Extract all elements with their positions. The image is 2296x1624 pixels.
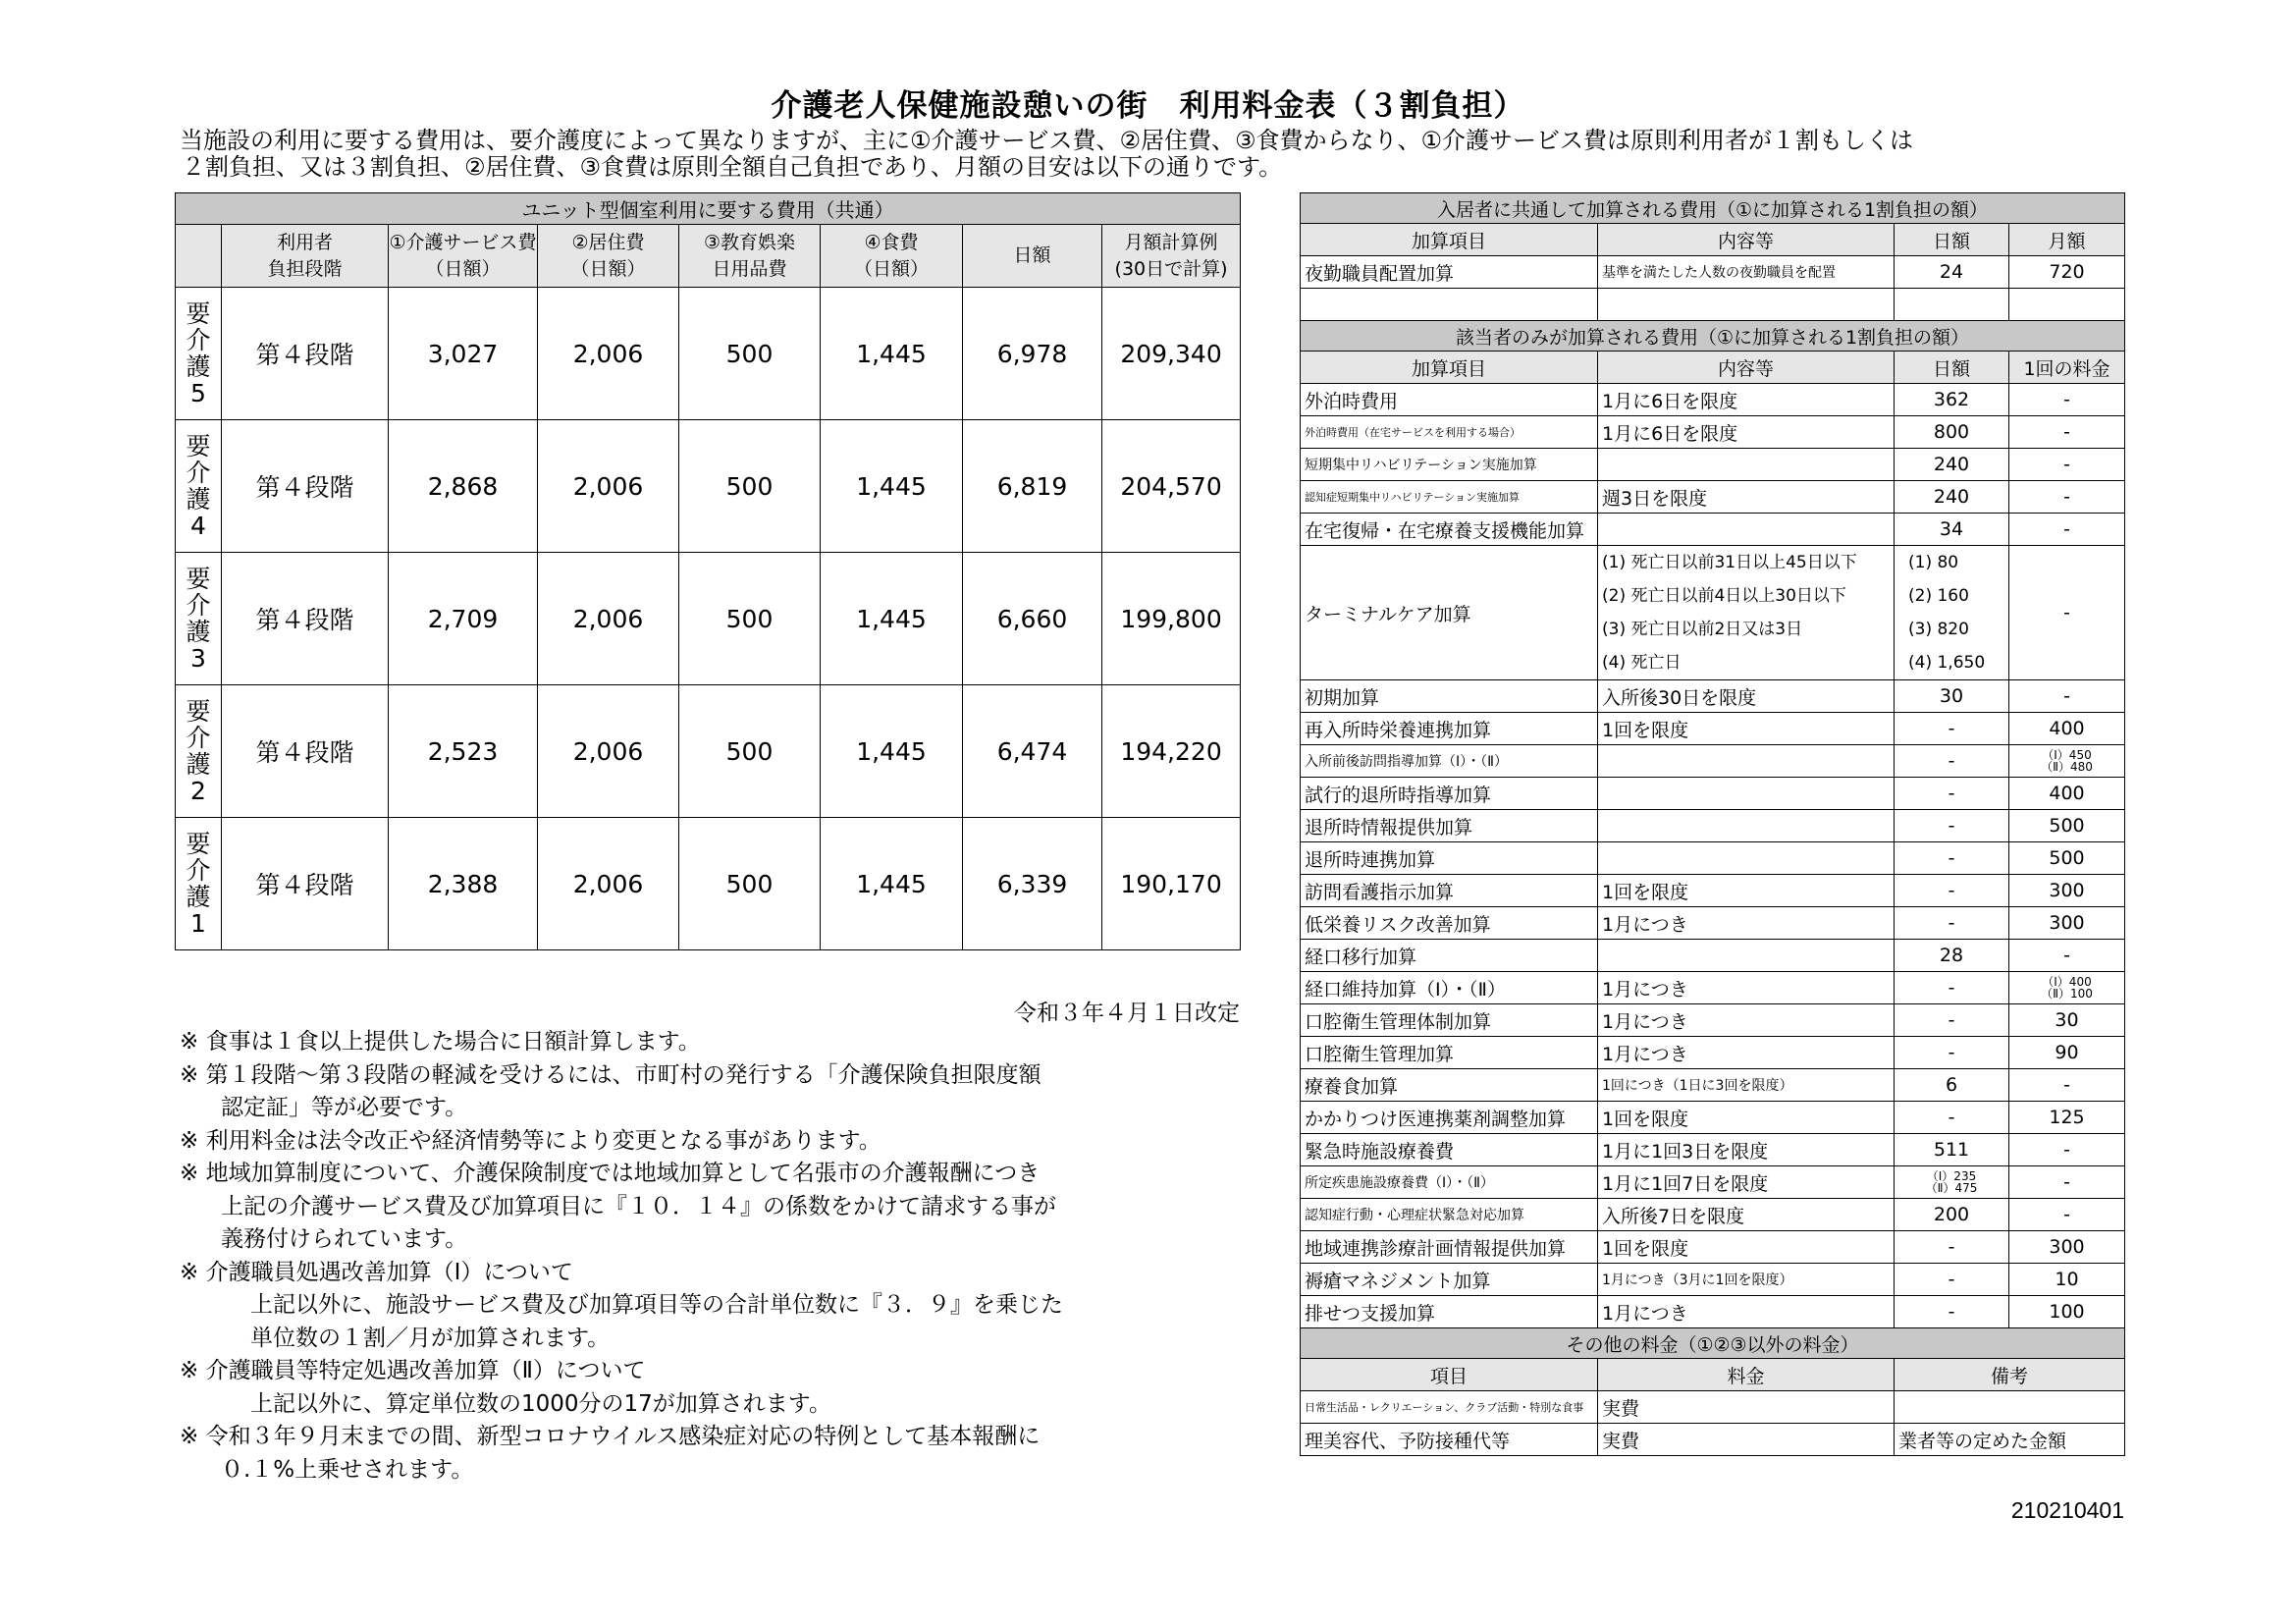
header-line: ④食費: [864, 231, 919, 253]
care-level-char: 護: [186, 485, 211, 514]
terminal-amount: (3) 820: [1908, 620, 1969, 639]
item-name: 再入所時栄養連携加算: [1301, 713, 1598, 745]
item-name: 口腔衛生管理加算: [1301, 1037, 1598, 1069]
section-title: 該当者のみが加算される費用（①に加算される1割負担の額）: [1301, 321, 2125, 352]
table-row: [176, 553, 1241, 685]
column-header: 内容等: [1598, 224, 1895, 256]
cell-edu: 500: [679, 818, 821, 950]
cell-stage: 第４段階: [222, 553, 389, 685]
item-name: 低栄養リスク改善加算: [1301, 907, 1598, 940]
item-description: [1598, 842, 1895, 875]
fee-amount: 400: [2009, 778, 2125, 810]
item-description: 1回につき（1日に3回を限度）: [1598, 1069, 1895, 1102]
daily-amount: -: [1895, 1102, 2009, 1134]
item-name: 理美容代、予防接種代等: [1301, 1424, 1598, 1456]
daily-amount: 240: [1895, 481, 2009, 514]
fee-amount: 300: [2009, 1231, 2125, 1264]
item-name: 外泊時費用（在宅サービスを利用する場合）: [1301, 416, 1598, 449]
table-row: [1301, 1004, 2125, 1037]
care-level-char: 1: [190, 909, 206, 938]
table-row: [1301, 256, 2125, 289]
item-name: ターミナルケア加算: [1301, 546, 1598, 680]
daily-amount: -: [1895, 1231, 2009, 1264]
daily-amount: -: [1895, 1296, 2009, 1328]
column-header: [176, 225, 222, 288]
column-header: [821, 225, 963, 288]
daily-amount: -: [1895, 713, 2009, 745]
header-line: (30日で計算): [1114, 257, 1228, 280]
item-description: 1月に6日を限度: [1598, 384, 1895, 416]
cell-edu: 500: [679, 685, 821, 818]
cell-care: 3,027: [389, 288, 538, 420]
table-row: [1301, 289, 2125, 321]
note-line: ※ 食事は１食以上提供した場合に日額計算します。: [180, 1029, 701, 1055]
header-line: 日額: [1013, 244, 1051, 266]
column-header: 1回の料金: [2009, 352, 2125, 384]
fee-amount: -: [2009, 481, 2125, 514]
cell-edu: 500: [679, 553, 821, 685]
header-line: 日用品費: [712, 257, 787, 280]
cell-care: 2,868: [389, 420, 538, 553]
item-description: 週3日を限度: [1598, 481, 1895, 514]
cell-stage: 第４段階: [222, 685, 389, 818]
header-line: ①介護サービス費: [389, 231, 537, 253]
table-row: [1301, 810, 2125, 842]
item-name: 所定疾患施設療養費（Ⅰ）・（Ⅱ）: [1301, 1166, 1598, 1199]
table-row-terminal-care: [1301, 546, 2125, 680]
cell-food: 1,445: [821, 685, 963, 818]
item-description: [1598, 546, 1895, 680]
care-level-char: 介: [186, 459, 211, 487]
fee-amount: -: [2009, 416, 2125, 449]
fee-amount: -: [2009, 514, 2125, 546]
item-name: 排せつ支援加算: [1301, 1296, 1598, 1328]
table-row: [1301, 1231, 2125, 1264]
fee-amount: 400: [2009, 713, 2125, 745]
column-header: 日額: [1895, 352, 2009, 384]
daily-amount: -: [1895, 810, 2009, 842]
care-level-char: 要: [186, 299, 211, 328]
care-level-char: 護: [186, 750, 211, 779]
column-header: 内容等: [1598, 352, 1895, 384]
item-description: 1回を限度: [1598, 713, 1895, 745]
terminal-period: (1) 死亡日以前31日以上45日以下: [1602, 553, 1857, 572]
revision-date: 令和３年４月１日改定: [1014, 1001, 1240, 1026]
stacked-value: （Ⅱ）480: [2041, 760, 2093, 774]
item-name: 療養食加算: [1301, 1069, 1598, 1102]
daily-amount: [1895, 546, 2009, 680]
item-name: 褥瘡マネジメント加算: [1301, 1264, 1598, 1296]
intro-text: [180, 128, 2143, 181]
column-header: 料金: [1598, 1359, 1895, 1391]
item-description: [1598, 745, 1895, 778]
care-level-char: 3: [190, 644, 206, 673]
stacked-value: （Ⅱ）475: [1925, 1181, 1978, 1195]
daily-amount: 511: [1895, 1134, 2009, 1166]
header-line: 利用者: [276, 231, 333, 253]
cell-monthly: 190,170: [1102, 818, 1241, 950]
item-name: 日常生活品・レクリエーション、クラブ活動・特別な食事: [1301, 1391, 1598, 1424]
fee-amount: -: [2009, 384, 2125, 416]
cell-food: 1,445: [821, 553, 963, 685]
table-row: [1301, 713, 2125, 745]
care-level-label: [176, 553, 222, 685]
item-name: 短期集中リハビリテーション実施加算: [1301, 449, 1598, 481]
item-description: 1回を限度: [1598, 1231, 1895, 1264]
item-name: 経口維持加算（Ⅰ）・（Ⅱ）: [1301, 972, 1598, 1004]
daily-amount: 30: [1895, 680, 2009, 713]
item-description: 1回を限度: [1598, 875, 1895, 907]
table-row: [1301, 907, 2125, 940]
cell-food: 1,445: [821, 288, 963, 420]
item-name: 夜勤職員配置加算: [1301, 256, 1598, 289]
header-line: ②居住費: [571, 231, 645, 253]
header-line: （日額）: [853, 257, 929, 280]
cell-care: 2,523: [389, 685, 538, 818]
item-name: 認知症短期集中リハビリテーション実施加算: [1301, 481, 1598, 514]
daily-amount: -: [1895, 778, 2009, 810]
cell-care: 2,709: [389, 553, 538, 685]
care-level-char: 介: [186, 724, 211, 752]
care-level-char: 護: [186, 618, 211, 646]
cell-daily: 6,474: [963, 685, 1102, 818]
item-description: [1598, 778, 1895, 810]
care-level-char: 護: [186, 883, 211, 911]
note-line: ※ 利用料金は法令改正や経済情勢等により変更となる事があります。: [180, 1127, 881, 1154]
care-level-char: 介: [186, 856, 211, 885]
column-header: [538, 225, 679, 288]
care-level-char: 護: [186, 352, 211, 381]
column-header: 加算項目: [1301, 224, 1598, 256]
item-name: 地域連携診療計画情報提供加算: [1301, 1231, 1598, 1264]
table-row: [1301, 875, 2125, 907]
cell-daily: 6,660: [963, 553, 1102, 685]
care-level-char: 要: [186, 432, 211, 460]
fee-amount: 90: [2009, 1037, 2125, 1069]
table-row: [1301, 745, 2125, 778]
fee-amount: 実費: [1598, 1424, 1895, 1456]
daily-amount: 34: [1895, 514, 2009, 546]
daily-amount: 6: [1895, 1069, 2009, 1102]
section-band: [1301, 321, 2125, 352]
header-line: （日額）: [570, 257, 646, 280]
terminal-period: (3) 死亡日以前2日又は3日: [1602, 620, 1803, 639]
stacked-values: [2009, 745, 2125, 778]
notes-list: [180, 1026, 1259, 1487]
item-name: [1301, 289, 1598, 321]
fee-amount: -: [2009, 680, 2125, 713]
cell-edu: 500: [679, 288, 821, 420]
table-row: [1301, 1199, 2125, 1231]
care-level-char: 要: [186, 565, 211, 593]
column-header: 加算項目: [1301, 352, 1598, 384]
fee-amount: 720: [2009, 256, 2125, 289]
section-title: 入居者に共通して加算される費用（①に加算される1割負担の額）: [1301, 193, 2125, 224]
cell-daily: 6,978: [963, 288, 1102, 420]
cell-stage: 第４段階: [222, 288, 389, 420]
fee-amount: 125: [2009, 1102, 2125, 1134]
cell-stage: 第４段階: [222, 420, 389, 553]
table-row: [1301, 1166, 2125, 1199]
daily-amount: [1895, 289, 2009, 321]
terminal-amount: (4) 1,650: [1908, 653, 1986, 673]
table-row: [1301, 1424, 2125, 1456]
item-description: 1回を限度: [1598, 1102, 1895, 1134]
item-description: [1598, 289, 1895, 321]
item-name: 経口移行加算: [1301, 940, 1598, 972]
column-header: 日額: [1895, 224, 2009, 256]
daily-amount: 28: [1895, 940, 2009, 972]
stacked-value: （Ⅱ）100: [2041, 987, 2093, 1001]
item-name: 緊急時施設療養費: [1301, 1134, 1598, 1166]
fee-amount: 500: [2009, 810, 2125, 842]
care-level-char: 要: [186, 697, 211, 726]
terminal-period: (4) 死亡日: [1602, 653, 1682, 673]
fee-amount: -: [2009, 546, 2125, 680]
table-row: [1301, 384, 2125, 416]
fee-amount: 30: [2009, 1004, 2125, 1037]
cell-monthly: 194,220: [1102, 685, 1241, 818]
item-name: 口腔衛生管理体制加算: [1301, 1004, 1598, 1037]
cell-residence: 2,006: [538, 818, 679, 950]
cell-edu: 500: [679, 420, 821, 553]
fee-amount: 300: [2009, 907, 2125, 940]
note-line: 義務付けられています。: [221, 1226, 468, 1252]
daily-amount: 200: [1895, 1199, 2009, 1231]
table-row: [1301, 1264, 2125, 1296]
item-description: [1598, 449, 1895, 481]
note-line: ※ 令和３年９月末までの間、新型コロナウイルス感染症対応の特例として基本報酬に: [180, 1424, 1041, 1449]
additional-fee-table: [1300, 192, 2125, 1456]
care-level-char: 介: [186, 326, 211, 354]
care-level-char: 介: [186, 591, 211, 620]
table-row: [1301, 481, 2125, 514]
daily-amount: -: [1895, 1004, 2009, 1037]
table-row: [1301, 449, 2125, 481]
item-name: 入所前後訪問指導加算（Ⅰ）・（Ⅱ）: [1301, 745, 1598, 778]
item-description: 1月に1回7日を限度: [1598, 1166, 1895, 1199]
daily-amount: -: [1895, 972, 2009, 1004]
care-level-label: [176, 288, 222, 420]
note-line: ※ 第１段階～第３段階の軽減を受けるには、市町村の発行する「介護保険負担限度額: [180, 1061, 1041, 1088]
column-header: [679, 225, 821, 288]
fee-amount: -: [2009, 449, 2125, 481]
cell-residence: 2,006: [538, 288, 679, 420]
daily-amount: -: [1895, 875, 2009, 907]
item-name: 認知症行動・心理症状緊急対応加算: [1301, 1199, 1598, 1231]
column-header: [963, 225, 1102, 288]
item-name: 退所時連携加算: [1301, 842, 1598, 875]
section-header-row: [1301, 1359, 2125, 1391]
table-row: [1301, 972, 2125, 1004]
item-description: 1月に6日を限度: [1598, 416, 1895, 449]
section-band: [1301, 1328, 2125, 1359]
remarks: 業者等の定めた金額: [1895, 1424, 2125, 1456]
daily-amount: 362: [1895, 384, 2009, 416]
table-row: [176, 685, 1241, 818]
header-line: （日額）: [425, 257, 501, 280]
cell-monthly: 204,570: [1102, 420, 1241, 553]
fee-amount: -: [2009, 1069, 2125, 1102]
table-row: [1301, 680, 2125, 713]
daily-amount: 240: [1895, 449, 2009, 481]
item-name: かかりつけ医連携薬剤調整加算: [1301, 1102, 1598, 1134]
daily-amount: -: [1895, 745, 2009, 778]
care-level-char: 4: [190, 512, 206, 540]
table-row: [1301, 778, 2125, 810]
table-row: [1301, 940, 2125, 972]
note-line: ※ 地域加算制度について、介護保険制度では地域加算として名張市の介護報酬につき: [180, 1161, 1041, 1186]
table-row: [1301, 514, 2125, 546]
table-row: [1301, 1069, 2125, 1102]
cell-food: 1,445: [821, 818, 963, 950]
table-row: [1301, 416, 2125, 449]
fee-amount: 10: [2009, 1264, 2125, 1296]
table-row: [176, 818, 1241, 950]
item-name: 初期加算: [1301, 680, 1598, 713]
daily-amount: -: [1895, 1264, 2009, 1296]
item-description: 入所後7日を限度: [1598, 1199, 1895, 1231]
item-name: 外泊時費用: [1301, 384, 1598, 416]
stacked-value: （Ⅰ）235: [1926, 1169, 1977, 1183]
item-description: 入所後30日を限度: [1598, 680, 1895, 713]
document-id: 210210401: [2010, 1497, 2124, 1523]
fee-amount: -: [2009, 1166, 2125, 1199]
intro-line: ２割負担、又は３割負担、②居住費、③食費は原則全額自己負担であり、月額の目安は以下の通りです。: [182, 153, 1283, 181]
table-row: [1301, 1102, 2125, 1134]
item-description: [1598, 940, 1895, 972]
fee-amount: 300: [2009, 875, 2125, 907]
cell-monthly: 209,340: [1102, 288, 1241, 420]
stacked-value: （Ⅰ）450: [2042, 748, 2092, 762]
column-header: [222, 225, 389, 288]
header-line: 月額計算例: [1124, 231, 1218, 253]
note-line: 上記の介護サービス費及び加算項目に『１０．１４』の係数をかけて請求する事が: [221, 1193, 1056, 1219]
section-header-row: [1301, 224, 2125, 256]
cell-residence: 2,006: [538, 420, 679, 553]
section-header-row: [1301, 352, 2125, 384]
table-row: [176, 288, 1241, 420]
item-description: 1月に1回3日を限度: [1598, 1134, 1895, 1166]
fee-amount: -: [2009, 1134, 2125, 1166]
terminal-period: (2) 死亡日以前4日以上30日以下: [1602, 586, 1846, 606]
terminal-amount: (2) 160: [1908, 586, 1969, 606]
item-name: 在宅復帰・在宅療養支援機能加算: [1301, 514, 1598, 546]
fee-amount: 実費: [1598, 1391, 1895, 1424]
header-line: ③教育娯楽: [703, 231, 796, 253]
care-level-label: [176, 420, 222, 553]
stacked-value: （Ⅰ）400: [2042, 975, 2092, 989]
remarks: [1895, 1391, 2125, 1424]
table-row: [176, 420, 1241, 553]
terminal-amount: (1) 80: [1908, 553, 1959, 572]
care-level-char: 2: [190, 777, 206, 805]
stacked-values: [1895, 1166, 2009, 1199]
note-line: 認定証」等が必要です。: [221, 1095, 468, 1120]
cell-daily: 6,819: [963, 420, 1102, 553]
care-level-char: 5: [190, 379, 206, 407]
note-line: ０.１%上乗せされます。: [221, 1456, 474, 1483]
item-description: [1598, 514, 1895, 546]
page-title: 介護老人保健施設憩いの街 利用料金表（３割負担）: [771, 88, 1525, 124]
column-header: [1102, 225, 1241, 288]
section-band: [1301, 193, 2125, 224]
cell-monthly: 199,800: [1102, 553, 1241, 685]
cell-daily: 6,339: [963, 818, 1102, 950]
section-title: その他の料金（①②③以外の料金）: [1301, 1328, 2125, 1359]
table-band-title: ユニット型個室利用に要する費用（共通）: [176, 193, 1241, 225]
fee-amount: 500: [2009, 842, 2125, 875]
cell-residence: 2,006: [538, 685, 679, 818]
item-description: 基準を満たした人数の夜勤職員を配置: [1598, 256, 1895, 289]
table-row: [1301, 1296, 2125, 1328]
note-line: 上記以外に、算定単位数の1000分の17が加算されます。: [250, 1390, 831, 1417]
note-line: ※ 介護職員等特定処遇改善加算（Ⅱ）について: [180, 1358, 646, 1383]
item-description: 1月につき: [1598, 972, 1895, 1004]
intro-line: 当施設の利用に要する費用は、要介護度によって異なりますが、主に①介護サービス費、②居住費、③食費からなり、①介護サービス費は原則利用者が１割もしくは: [180, 127, 1914, 154]
item-description: 1月につき: [1598, 907, 1895, 940]
cell-food: 1,445: [821, 420, 963, 553]
table-row: [1301, 1134, 2125, 1166]
daily-amount: 800: [1895, 416, 2009, 449]
stacked-values: [2009, 972, 2125, 1004]
note-line: 単位数の１割／月が加算されます。: [250, 1325, 611, 1351]
header-line: 負担段階: [267, 257, 343, 280]
item-description: 1月につき: [1598, 1004, 1895, 1037]
table-row: [1301, 842, 2125, 875]
note-line: 上記以外に、施設サービス費及び加算項目等の合計単位数に『３．９』を乗じた: [250, 1292, 1063, 1318]
column-header: 月額: [2009, 224, 2125, 256]
item-description: 1月につき: [1598, 1296, 1895, 1328]
care-level-label: [176, 685, 222, 818]
fee-amount: -: [2009, 940, 2125, 972]
fee-amount: [2009, 289, 2125, 321]
column-header: [389, 225, 538, 288]
column-header: 項目: [1301, 1359, 1598, 1391]
table-row: [1301, 1037, 2125, 1069]
item-description: [1598, 810, 1895, 842]
column-header: 備考: [1895, 1359, 2125, 1391]
cell-stage: 第４段階: [222, 818, 389, 950]
item-name: 試行的退所時指導加算: [1301, 778, 1598, 810]
unit-fee-table: [175, 192, 1241, 950]
daily-amount: 24: [1895, 256, 2009, 289]
item-description: 1月につき（3月に1回を限度）: [1598, 1264, 1895, 1296]
care-level-label: [176, 818, 222, 950]
table-row: [1301, 1391, 2125, 1424]
care-level-char: 要: [186, 830, 211, 858]
table-header-row: [176, 225, 1241, 288]
daily-amount: -: [1895, 842, 2009, 875]
item-name: 訪問看護指示加算: [1301, 875, 1598, 907]
item-description: 1月につき: [1598, 1037, 1895, 1069]
cell-care: 2,388: [389, 818, 538, 950]
fee-amount: 100: [2009, 1296, 2125, 1328]
fee-amount: -: [2009, 1199, 2125, 1231]
daily-amount: -: [1895, 1037, 2009, 1069]
item-name: 退所時情報提供加算: [1301, 810, 1598, 842]
cell-residence: 2,006: [538, 553, 679, 685]
note-line: ※ 介護職員処遇改善加算（Ⅰ）について: [180, 1259, 573, 1285]
daily-amount: -: [1895, 907, 2009, 940]
